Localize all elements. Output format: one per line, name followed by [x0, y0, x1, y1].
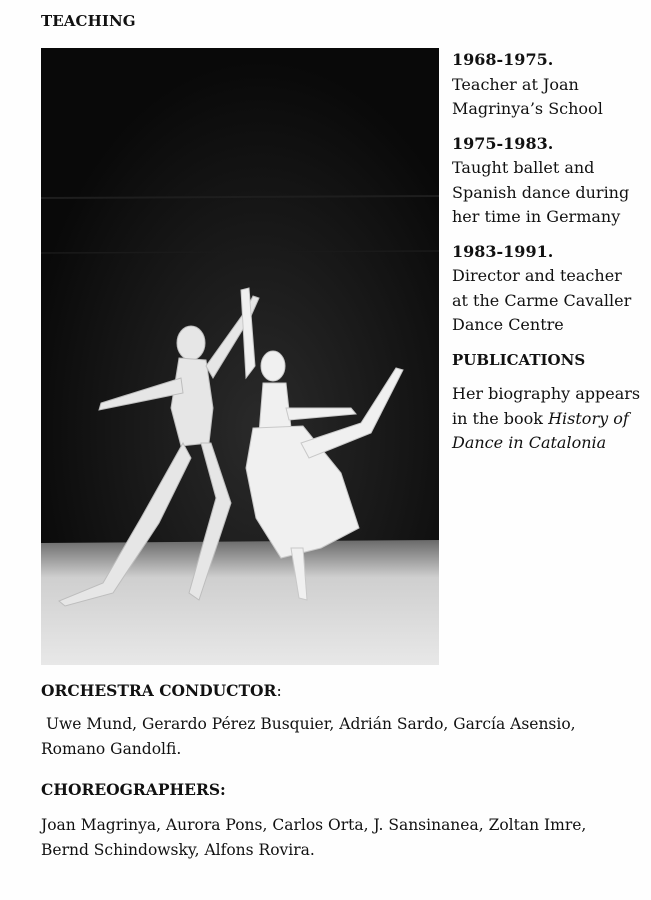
orchestra-heading — [41, 678, 621, 704]
teaching-heading: TEACHING — [41, 12, 136, 30]
timeline-entry — [452, 48, 642, 122]
entry-year: 1983-1991. — [452, 241, 554, 261]
book-title: History of Dance in Catalonia — [452, 408, 629, 452]
entry-year: 1968-1975. — [452, 50, 554, 69]
orchestra-heading-text: ORCHESTRA CONDUCTOR — [41, 681, 277, 700]
orchestra-names: Uwe Mund, Gerardo Pérez Busquier, Adrián Sardo, García Asensio, Romano Gandolfi. — [41, 715, 581, 758]
entry-text: Director and teacher at the Carme Cavaller Dance Centre — [452, 266, 632, 334]
publications-heading: PUBLICATIONS — [452, 350, 586, 369]
timeline-entry — [452, 132, 642, 230]
choreographers-names: Joan Magrinya, Aurora Pons, Carlos Orta, J. Sansinanea, Zoltan Imre, Bernd Schindowsky, Alfons Rovira. — [41, 816, 587, 859]
entry-text: Teacher at Joan Magrinya’s School — [452, 74, 603, 118]
teaching-timeline — [452, 48, 642, 456]
ballet-photo-graphic — [41, 48, 439, 665]
orchestra-heading-colon: : — [276, 682, 282, 700]
entry-year: 1975-1983. — [452, 133, 554, 153]
choreographers-heading — [41, 777, 621, 803]
publications-text-before: Her biography appears in the book — [452, 384, 641, 428]
ballet-photo — [41, 48, 439, 665]
choreographers-heading-text: CHOREOGRAPHERS: — [41, 780, 226, 799]
entry-text: Taught ballet and Spanish dance during her time in Germany — [452, 158, 630, 226]
timeline-entry — [452, 240, 642, 338]
publications-text — [452, 382, 642, 456]
